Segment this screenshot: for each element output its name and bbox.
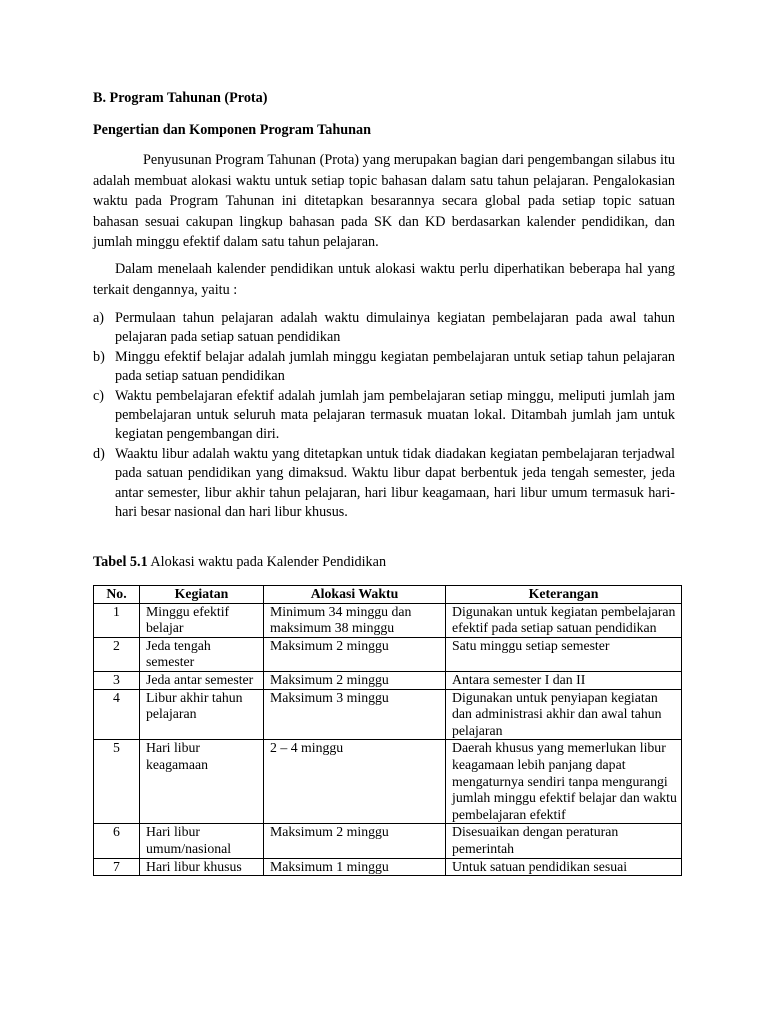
cell-no: 7 — [94, 858, 140, 876]
cell-kegiatan: Minggu efektif belajar — [140, 603, 264, 637]
header-no: No. — [94, 586, 140, 604]
list-item — [93, 309, 675, 348]
cell-kegiatan: Jeda tengah semester — [140, 637, 264, 671]
table-caption-label: Tabel 5.1 — [93, 554, 148, 570]
table-header-row — [94, 586, 682, 604]
table-row — [94, 740, 682, 824]
cell-kegiatan: Hari libur keagamaan — [140, 740, 264, 824]
list-item-text: Minggu efektif belajar adalah jumlah minggu kegiatan pembelajaran untuk setiap tahun pelajaran pada setiap satuan pendidikan — [115, 348, 675, 385]
cell-keterangan: Daerah khusus yang memerlukan libur keagamaan lebih panjang dapat mengaturnya sendiri tanpa mengurangi jumlah minggu efektif belajar dan waktu pembelajaran efektif — [446, 740, 682, 824]
cell-no: 1 — [94, 603, 140, 637]
cell-alokasi: 2 – 4 minggu — [264, 740, 446, 824]
cell-keterangan: Untuk satuan pendidikan sesuai — [446, 858, 682, 876]
cell-alokasi: Maksimum 2 minggu — [264, 824, 446, 858]
cell-no: 5 — [94, 740, 140, 824]
paragraph-intro: Penyusunan Program Tahunan (Prota) yang merupakan bagian dari pengembangan silabus itu adalah membuat alokasi waktu untuk setiap topic bahasan dalam satu tahun pelajaran. Pengalokasian waktu pada Program Tahunan ini ditetapkan besarannya secara global pada setiap topic satuan bahasan sesuai cakupan lingkup bahasan pada SK dan KD berdasarkan kalender pendidikan, dan jumlah minggu efektif dalam satu tahun pelajaran. — [93, 152, 675, 251]
cell-keterangan: Digunakan untuk penyiapan kegiatan dan administrasi akhir dan awal tahun pelajaran — [446, 689, 682, 740]
cell-alokasi: Minimum 34 minggu dan maksimum 38 minggu — [264, 603, 446, 637]
table-row — [94, 671, 682, 689]
cell-alokasi: Maksimum 2 minggu — [264, 671, 446, 689]
list-item-text: Waaktu libur adalah waktu yang ditetapkan untuk tidak diadakan kegiatan pembelajaran terjadwal pada satuan pendidikan yang dimaksud. Waktu libur dapat berbentuk jeda tengah semester, jeda antar semester, libur akhir tahun pelajaran, hari libur keagamaan, hari libur umum termasuk hari-hari besar nasional dan hari libur khusus. — [115, 445, 675, 521]
allocation-table — [93, 585, 682, 876]
cell-no: 2 — [94, 637, 140, 671]
header-alokasi-waktu: Alokasi Waktu — [264, 586, 446, 604]
cell-alokasi: Maksimum 3 minggu — [264, 689, 446, 740]
list-item — [93, 445, 675, 523]
cell-alokasi: Maksimum 1 minggu — [264, 858, 446, 876]
table-row — [94, 603, 682, 637]
cell-kegiatan: Jeda antar semester — [140, 671, 264, 689]
cell-kegiatan: Libur akhir tahun pelajaran — [140, 689, 264, 740]
cell-keterangan: Satu minggu setiap semester — [446, 637, 682, 671]
cell-kegiatan: Hari libur umum/nasional — [140, 824, 264, 858]
table-caption — [93, 552, 675, 572]
cell-kegiatan: Hari libur khusus — [140, 858, 264, 876]
list-marker: c) — [93, 387, 105, 404]
header-keterangan: Keterangan — [446, 586, 682, 604]
list-item-text: Waktu pembelajaran efektif adalah jumlah jam pembelajaran setiap minggu, meliputi jumlah jam pembelajaran untuk seluruh mata pelajaran termasuk muatan lokal. Ditambah jumlah jam untuk kegiatan pengembangan diri. — [115, 387, 675, 443]
table-caption-text: Alokasi waktu pada Kalender Pendidikan — [147, 554, 387, 570]
subsection-title: Pengertian dan Komponen Program Tahunan — [93, 122, 372, 138]
table-row — [94, 858, 682, 876]
section-title: B. Program Tahunan (Prota) — [93, 90, 268, 106]
list-item-text: Permulaan tahun pelajaran adalah waktu dimulainya kegiatan pembelajaran pada awal tahun pelajaran pada setiap satuan pendidikan — [115, 310, 675, 346]
paragraph-calendar: Dalam menelaah kalender pendidikan untuk alokasi waktu perlu diperhatikan beberapa hal yang terkait dengannya, yaitu : — [93, 261, 675, 298]
header-kegiatan: Kegiatan — [140, 586, 264, 604]
table-row — [94, 824, 682, 858]
cell-keterangan: Disesuaikan dengan peraturan pemerintah — [446, 824, 682, 858]
cell-keterangan: Antara semester I dan II — [446, 671, 682, 689]
table-row — [94, 689, 682, 740]
list-marker: b) — [93, 348, 105, 365]
list-marker: a) — [93, 310, 105, 326]
table-row — [94, 637, 682, 671]
cell-keterangan: Digunakan untuk kegiatan pembelajaran efektif pada setiap satuan pendidikan — [446, 603, 682, 637]
list-item — [93, 348, 675, 387]
cell-no: 6 — [94, 824, 140, 858]
cell-no: 3 — [94, 671, 140, 689]
cell-no: 4 — [94, 689, 140, 740]
list-marker: d) — [93, 445, 105, 462]
cell-alokasi: Maksimum 2 minggu — [264, 637, 446, 671]
calendar-considerations-list — [93, 309, 675, 522]
list-item — [93, 387, 675, 445]
